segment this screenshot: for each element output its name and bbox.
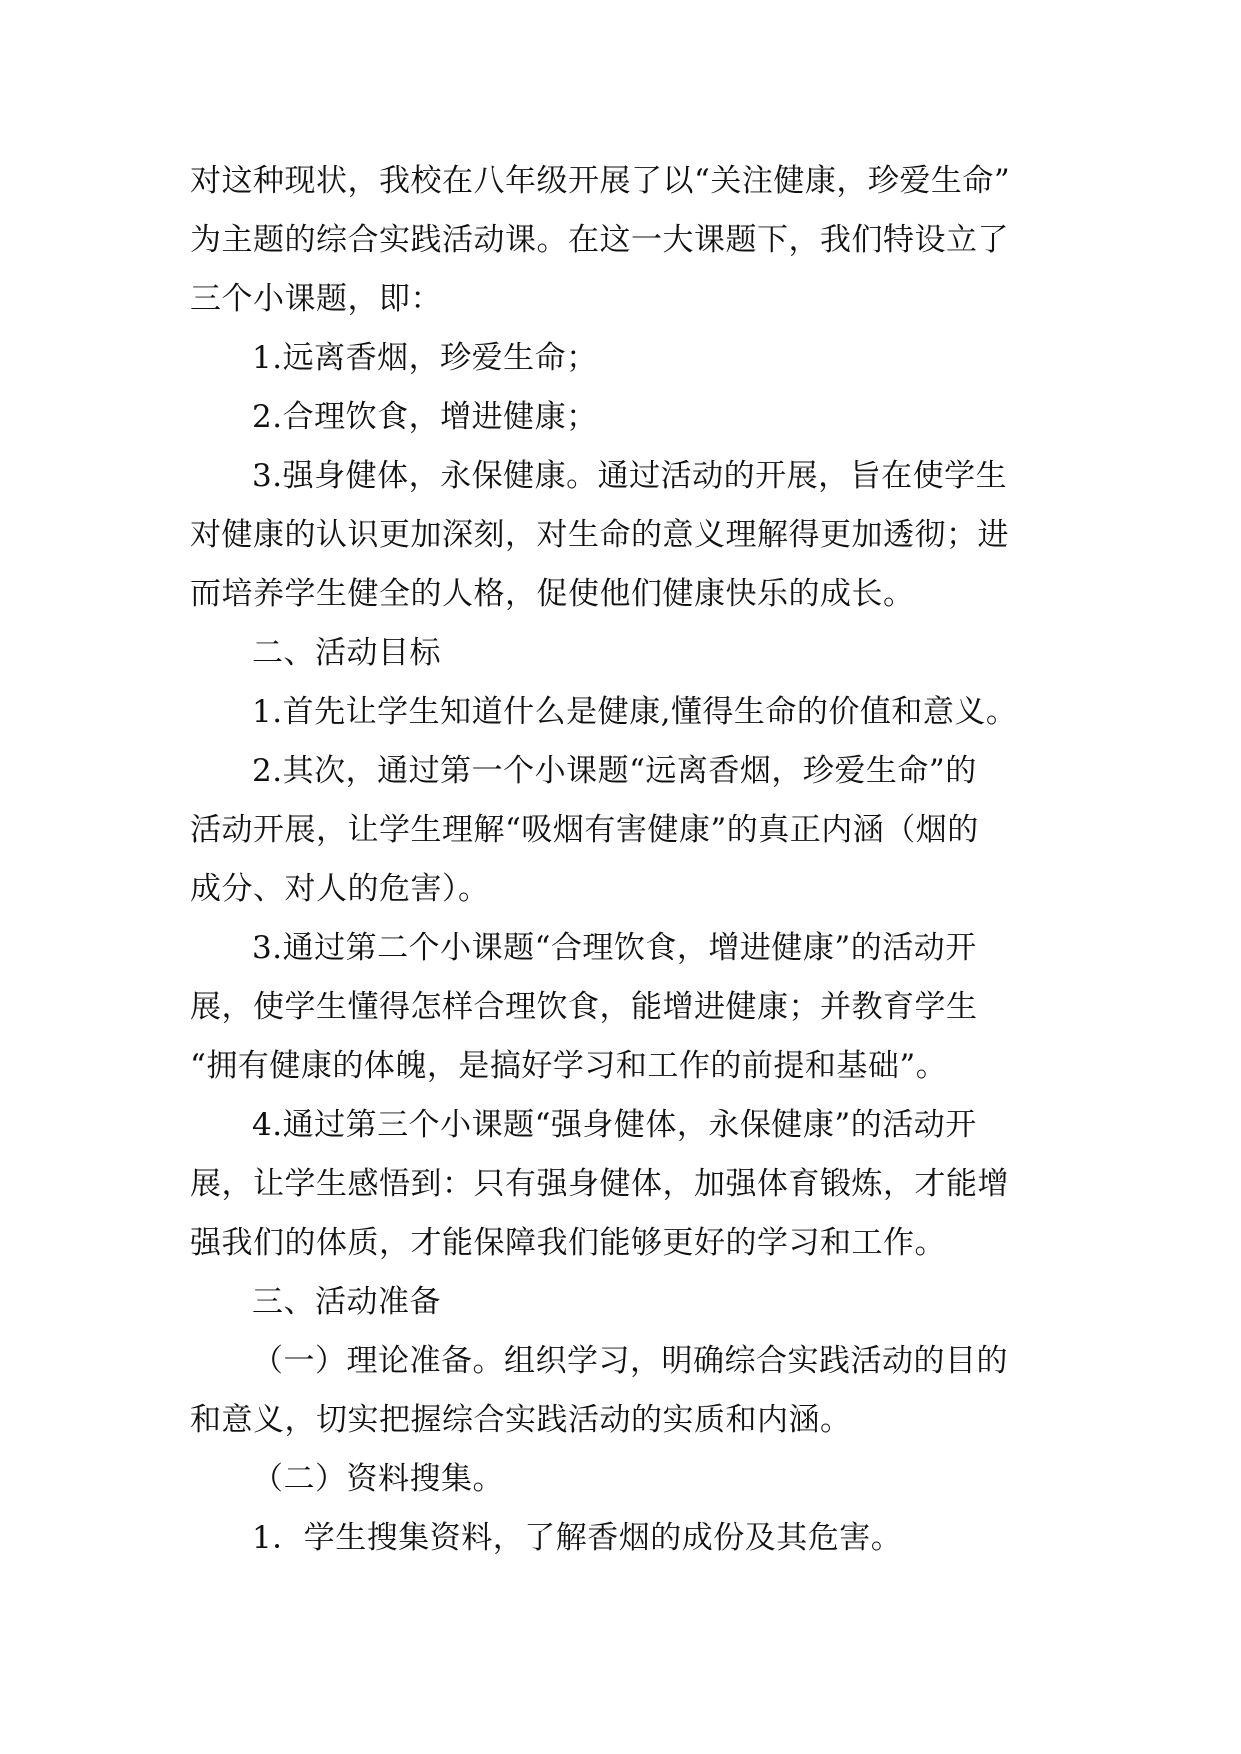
body-line: 展，让学生感悟到：只有强身健体，加强体育锻炼，才能增: [190, 1166, 1009, 1202]
prep-item-theory: （一）理论准备。组织学习，明确综合实践活动的目的: [252, 1343, 1008, 1379]
body-line: 强我们的体质，才能保障我们能够更好的学习和工作。: [190, 1225, 946, 1261]
goal-item-4: 4.通过第三个小课题“强身健体，永保健康”的活动开: [252, 1107, 977, 1143]
body-line: 成分、对人的危害）。: [190, 871, 490, 907]
list-item-subtopic-1: 1.远离香烟，珍爱生命；: [252, 340, 598, 376]
goal-item-2: 2.其次，通过第一个小课题“远离香烟，珍爱生命”的: [252, 753, 977, 789]
body-line: 展，使学生懂得怎样合理饮食，能增进健康；并教育学生: [190, 989, 978, 1025]
body-line: 对这种现状，我校在八年级开展了以“关注健康，珍爱生命”: [190, 163, 1011, 199]
body-line: 为主题的综合实践活动课。在这一大课题下，我们特设立了: [190, 222, 1009, 258]
list-item-subtopic-2: 2.合理饮食，增进健康；: [252, 399, 598, 435]
body-line: “拥有健康的体魄，是搞好学习和工作的前提和基础”。: [190, 1048, 948, 1084]
prep-item-materials: （二）资料搜集。: [252, 1461, 504, 1497]
goal-item-1: 1.首先让学生知道什么是健康,懂得生命的价值和意义。: [252, 694, 1018, 730]
body-line: 活动开展，让学生理解“吸烟有害健康”的真正内涵（烟的: [190, 812, 979, 848]
body-line: 和意义，切实把握综合实践活动的实质和内涵。: [190, 1402, 852, 1438]
materials-item-1: 1．学生搜集资料，了解香烟的成份及其危害。: [252, 1520, 903, 1556]
body-line: 三个小课题，即：: [190, 281, 442, 317]
goal-item-3: 3.通过第二个小课题“合理饮食，增进健康”的活动开: [252, 930, 977, 966]
body-line: 而培养学生健全的人格，促使他们健康快乐的成长。: [190, 576, 915, 612]
body-line: 对健康的认识更加深刻，对生命的意义理解得更加透彻；进: [190, 517, 1009, 553]
section-heading-goals: 二、活动目标: [252, 635, 441, 671]
list-item-subtopic-3: 3.强身健体，永保健康。通过活动的开展，旨在使学生: [252, 458, 1008, 494]
document-body: [190, 152, 1050, 1568]
section-heading-preparation: 三、活动准备: [252, 1284, 441, 1320]
